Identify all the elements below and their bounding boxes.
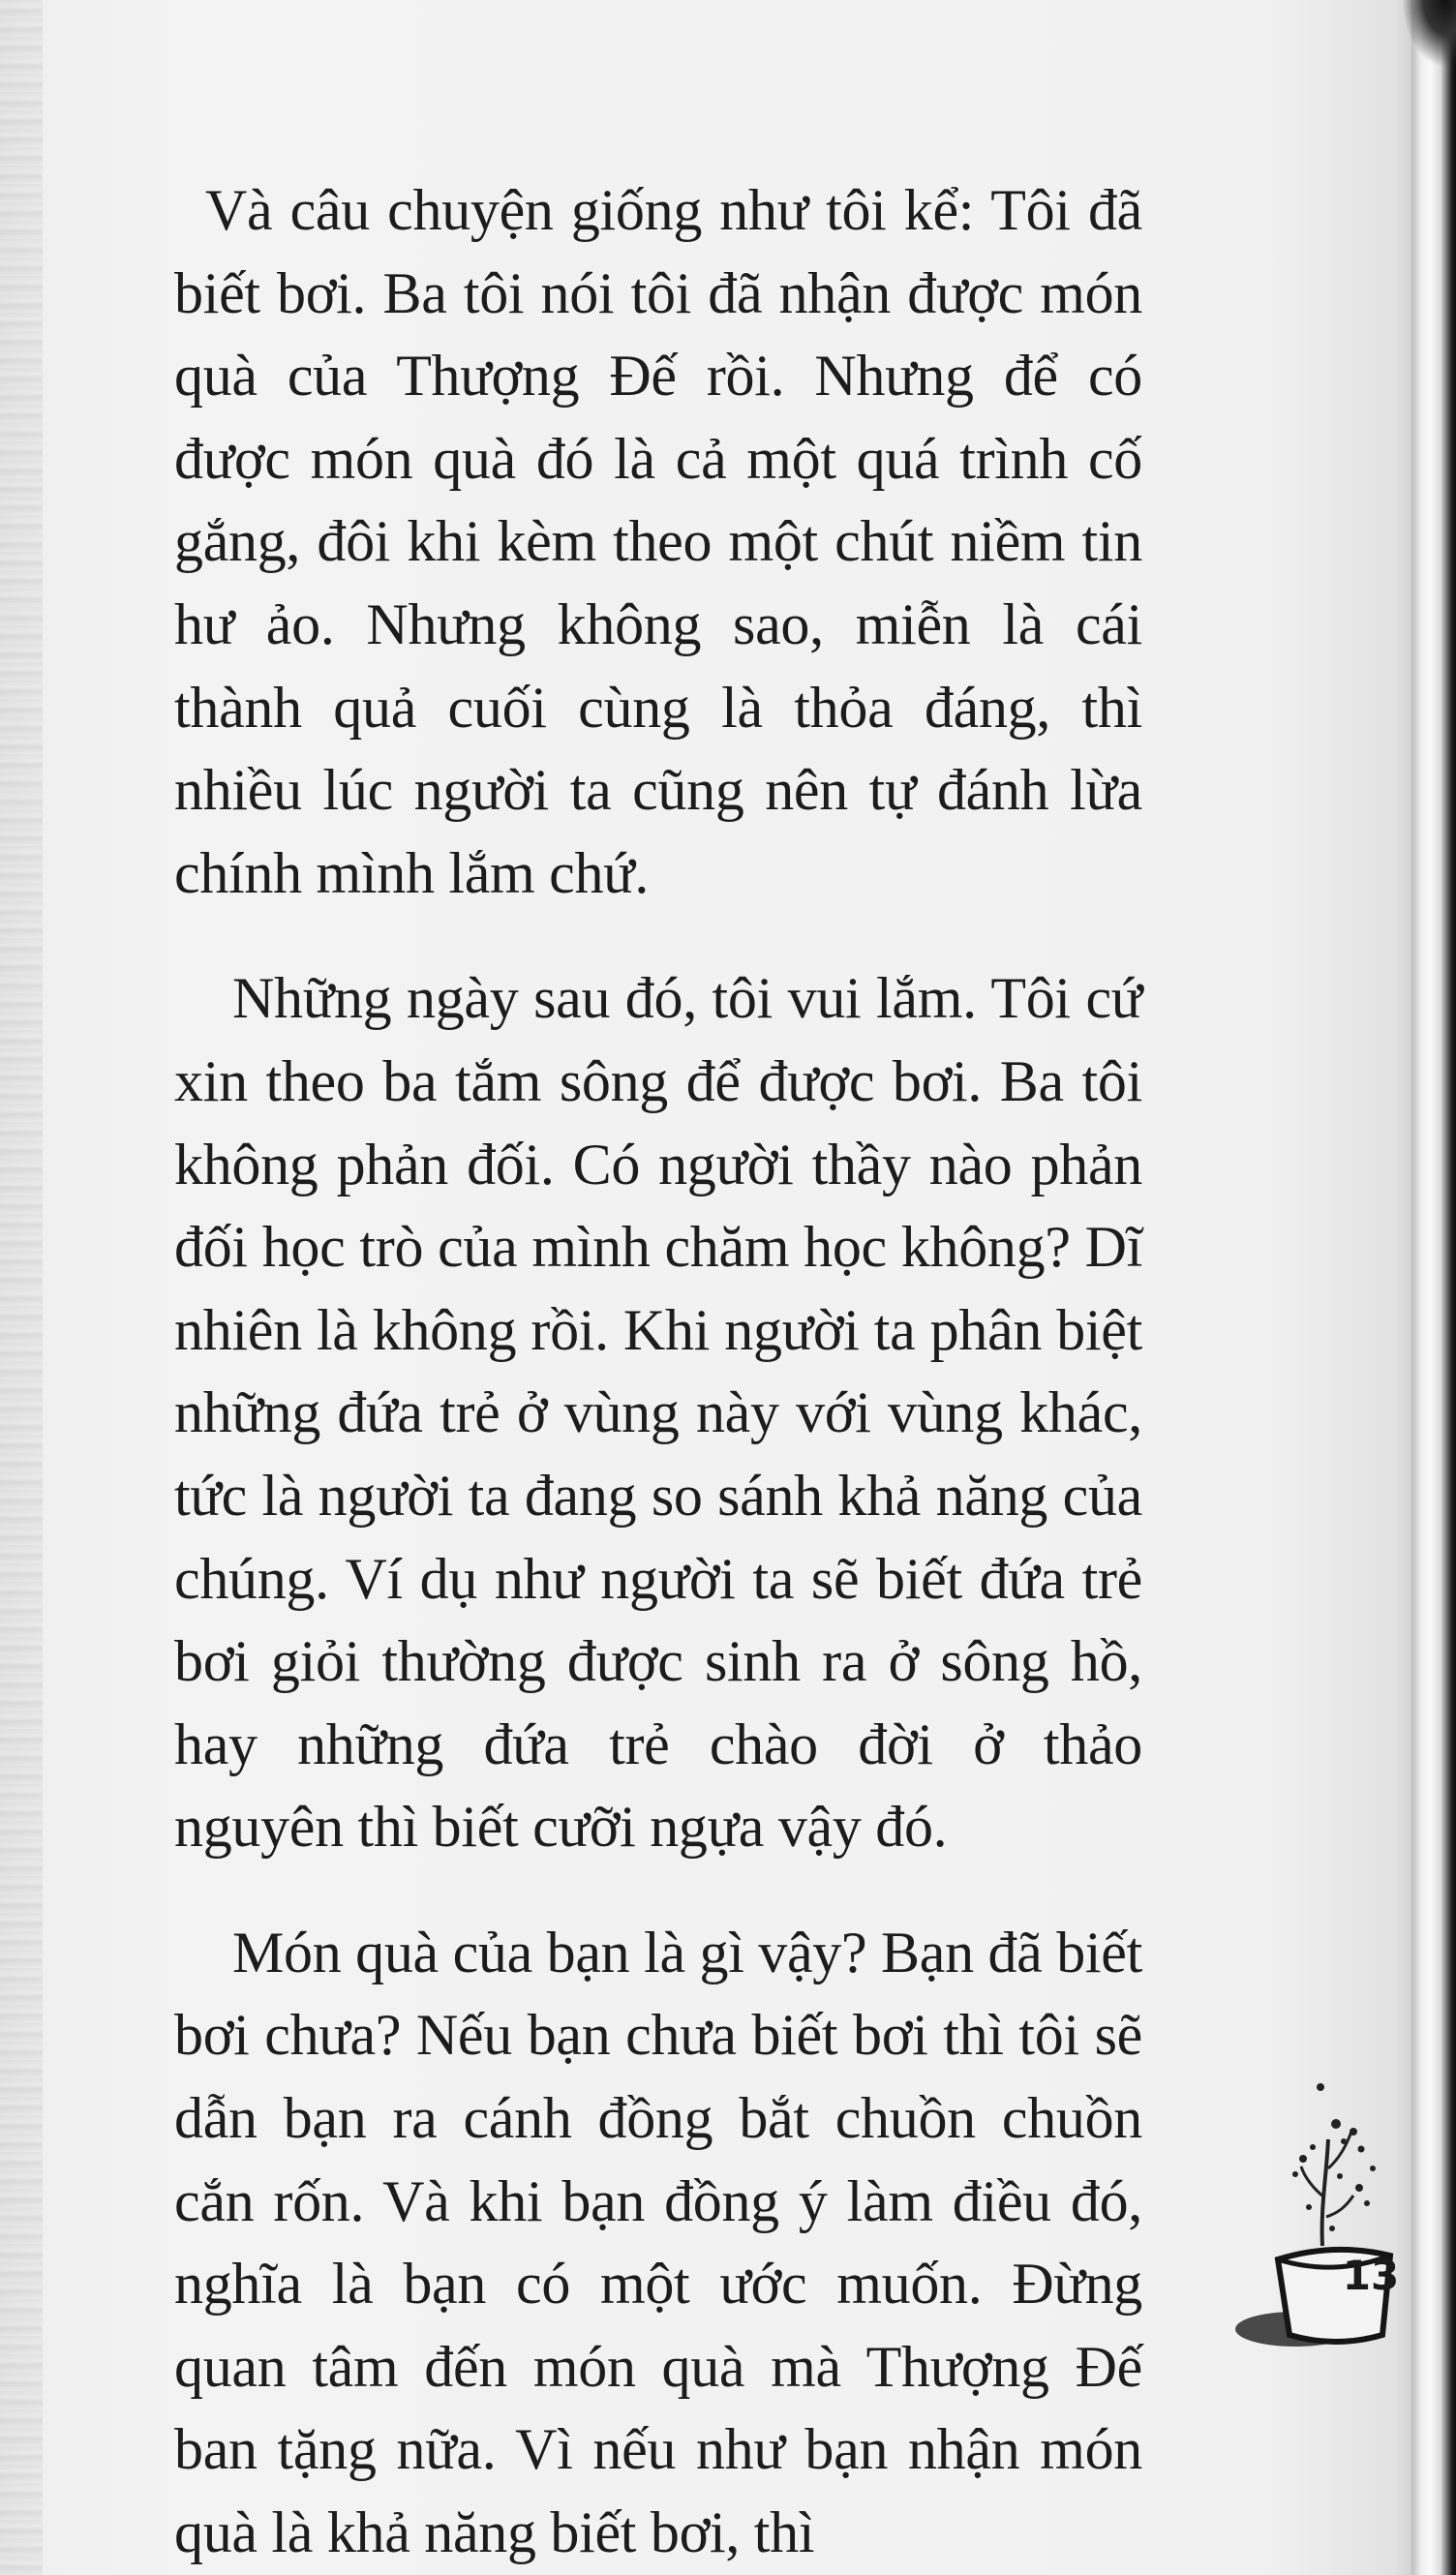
page-number: 13 (1342, 2252, 1400, 2299)
page-corner-shadow (1402, 0, 1456, 68)
paragraph-3: Món quà của bạn là gì vậy? Bạn đã biết bơi chưa? Nếu bạn chưa biết bơi thì tôi sẽ dẫn bạn ra cánh đồng bắt chuồn chuồn cắn rốn. Và khi bạn đồng ý làm điều đó, nghĩa là bạn có một ước muốn. Đừng quan tâm đến món quà mà Thượng Đế ban tặng nữa. Vì nếu như bạn nhận món quà là khả năng biết bơi, thì (174, 1920, 1142, 2565)
paragraph-2: Những ngày sau đó, tôi vui lắm. Tôi cứ xin theo ba tắm sông để được bơi. Ba tôi không phản đối. Có người thầy nào phản đối học trò của mình chăm học không? Dĩ nhiên là không rồi. Khi người ta phân biệt những đứa trẻ ở vùng này với vùng khác, tức là người ta đang so sánh khả năng của chúng. Ví dụ như người ta sẽ biết đứa trẻ bơi giỏi thường được sinh ra ở sông hồ, hay những đứa trẻ chào đời ở thảo nguyên thì biết cưỡi ngựa vậy đó. (174, 966, 1142, 1860)
paragraph-1: Và câu chuyện giống như tôi kể: Tôi đã biết bơi. Ba tôi nói tôi đã nhận được món quà của Thượng Đế rồi. Nhưng để có được món quà đó là cả một quá trình cố gắng, đôi khi kèm theo một chút niềm tin hư ảo. Nhưng không sao, miễn là cái thành quả cuối cùng là thỏa đáng, thì nhiều lúc người ta cũng nên tự đánh lừa chính mình lắm chứ. (174, 178, 1142, 905)
plant-pot-icon (1228, 2023, 1421, 2372)
page-left-edge (0, 0, 43, 2575)
body-text (174, 169, 1142, 2575)
